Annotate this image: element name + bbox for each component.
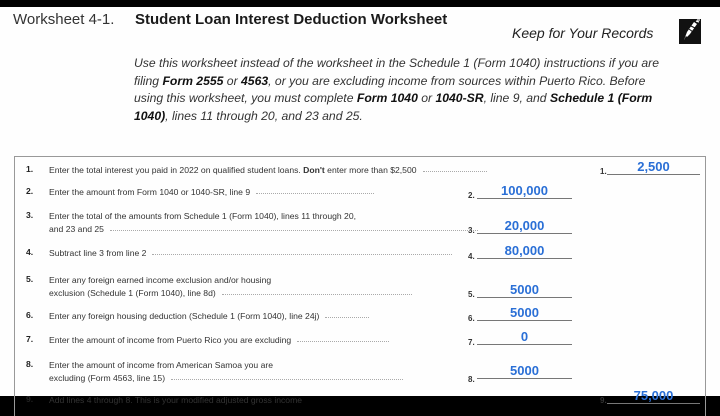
line-5-amount[interactable]: 5000: [477, 283, 572, 298]
line-9-amount[interactable]: 75,000: [607, 389, 700, 404]
line-8-amount[interactable]: 5000: [477, 364, 572, 379]
worksheet-instructions: Use this worksheet instead of the worksheet in the Schedule 1 (Form 1040) instructions if you are filing Form 2555 or 4563, or you are excluding income from sources within Puerto Rico. Before using this worksheet, you must complete Form 1040 or 1040-SR, line 9, and Schedule 1 (Form 1040), lines 11 through 20, and 23 and 25.: [134, 56, 660, 123]
worksheet-page: [0, 7, 720, 405]
worksheet-lines-box: 1. Enter the total interest you paid in 2022 on qualified student loans. Don't enter more than $2,500 1. 2,500 2. Enter the amount from Form 1040 or 1040-SR, line 9 2. 100,000 3. Enter the total of the amounts from Schedule 1 (Form 1040), lines 11 through 20, and 23 and 25 3. 20,000 4. Subtract line 3 from line 2 4. 80,000 5. Enter any foreign earned income exclusion and/or housing exclusion (Schedule 1 (Form 1040), line 8d) 5. 5000 6. Enter any foreign housing deduction (Schedule 1 (Form 1040), line 24j) 6. 5000 7. Enter the amount of income from Puerto Rico you are excluding 7. 0 8. Enter the amount of income from American Samoa you are excluding (Form 4563, line 15) 8. 5000 9. Add lines 4 through 8. This is your modified adjusted gross income 9. 75,000: [14, 156, 706, 416]
line-7-amount[interactable]: 0: [477, 330, 572, 345]
keep-for-records-note: Keep for Your Records: [512, 25, 654, 41]
line-1-amount[interactable]: 2,500: [607, 160, 700, 175]
worksheet-title: Student Loan Interest Deduction Worksheet: [135, 11, 448, 28]
pencil-icon: [679, 19, 701, 44]
line-6-amount[interactable]: 5000: [477, 306, 572, 321]
line-3-amount[interactable]: 20,000: [477, 219, 572, 234]
line-2-amount[interactable]: 100,000: [477, 184, 572, 199]
line-4-amount[interactable]: 80,000: [477, 244, 572, 259]
worksheet-label: Worksheet 4-1.: [13, 11, 115, 28]
